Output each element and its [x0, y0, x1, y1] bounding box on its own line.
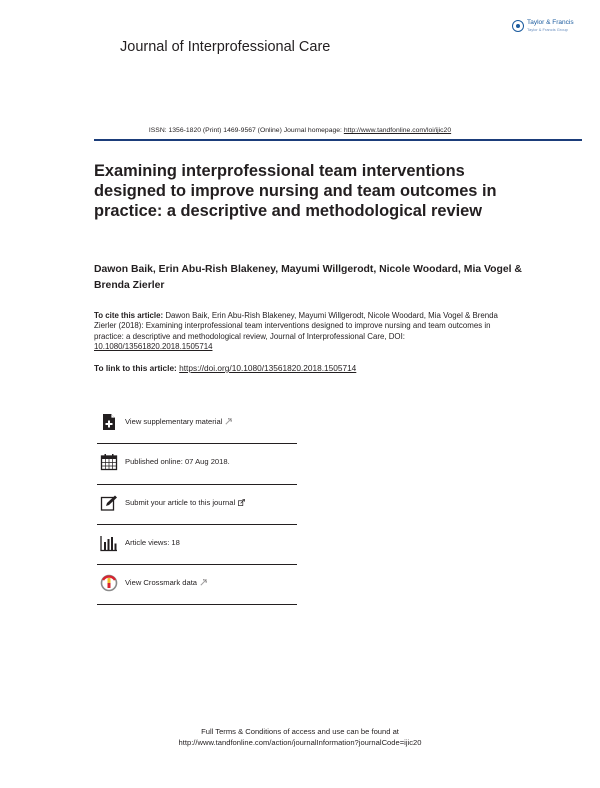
- logo-circle-icon: [512, 20, 524, 32]
- published-online-label: Published online: 07 Aug 2018.: [125, 457, 230, 467]
- logo-text: Taylor & Francis: [527, 19, 574, 26]
- external-link-icon: [238, 499, 245, 506]
- cite-label: To cite this article:: [94, 311, 164, 320]
- submit-article-label[interactable]: Submit your article to this journal: [125, 498, 245, 507]
- external-link-icon: [225, 418, 232, 425]
- submit-article-row[interactable]: [97, 485, 297, 525]
- article-link-block: [94, 363, 514, 374]
- supplementary-material-row[interactable]: [97, 404, 297, 444]
- article-views-row: [97, 525, 297, 565]
- cite-doi-link[interactable]: 10.1080/13561820.2018.1505714: [94, 342, 213, 352]
- journal-title: Journal of Interprofessional Care: [120, 39, 331, 55]
- external-link-icon: [200, 579, 207, 586]
- logo-subtext: Taylor & Francis Group: [527, 27, 568, 32]
- terms-footer: [0, 727, 600, 748]
- crossmark-label[interactable]: View Crossmark data: [125, 578, 207, 587]
- footer-journal-info-url[interactable]: http://www.tandfonline.com/action/journalInformation?journalCode=ijic20: [178, 737, 422, 747]
- calendar-icon: [100, 453, 118, 471]
- footer-terms-text: Full Terms & Conditions of access and use can be found at: [201, 727, 399, 736]
- supplementary-material-label[interactable]: View supplementary material: [125, 417, 232, 426]
- edit-icon: [100, 494, 118, 512]
- published-online-row: [97, 444, 297, 484]
- issn-line: [0, 127, 600, 134]
- link-label: To link to this article:: [94, 363, 180, 373]
- article-title: Examining interprofessional team interventions designed to improve nursing and team outcomes in practice: a descriptive and methodological review: [94, 162, 497, 220]
- citation-block: [94, 311, 509, 353]
- document-plus-icon: [100, 413, 118, 431]
- article-doi-link[interactable]: https://doi.org/10.1080/13561820.2018.1505714: [179, 363, 357, 373]
- article-authors: Dawon Baik, Erin Abu-Rish Blakeney, Mayumi Willgerodt, Nicole Woodard, Mia Vogel & Brenda Zierler: [94, 264, 522, 291]
- crossmark-row[interactable]: [97, 565, 297, 605]
- article-info-list: [97, 404, 297, 605]
- cite-text: Dawon Baik, Erin Abu-Rish Blakeney, Mayumi Willgerodt, Nicole Woodard, Mia Vogel & Brenda Zierler (2018): Examining interprofessional team interventions designed to improve nursing and team outcomes in practice: a descriptive and methodological review, Journal of Interprofessional Care, DOI:: [94, 311, 498, 341]
- crossmark-icon: [100, 574, 118, 592]
- header-divider: [94, 139, 582, 141]
- journal-homepage-link[interactable]: http://www.tandfonline.com/loi/ijic20: [343, 127, 452, 134]
- publisher-logo[interactable]: [512, 16, 584, 36]
- issn-text: ISSN: 1356-1820 (Print) 1469-9567 (Online) Journal homepage:: [148, 127, 344, 134]
- article-views-label: Article views: 18: [125, 537, 180, 547]
- bar-chart-icon: [100, 534, 118, 552]
